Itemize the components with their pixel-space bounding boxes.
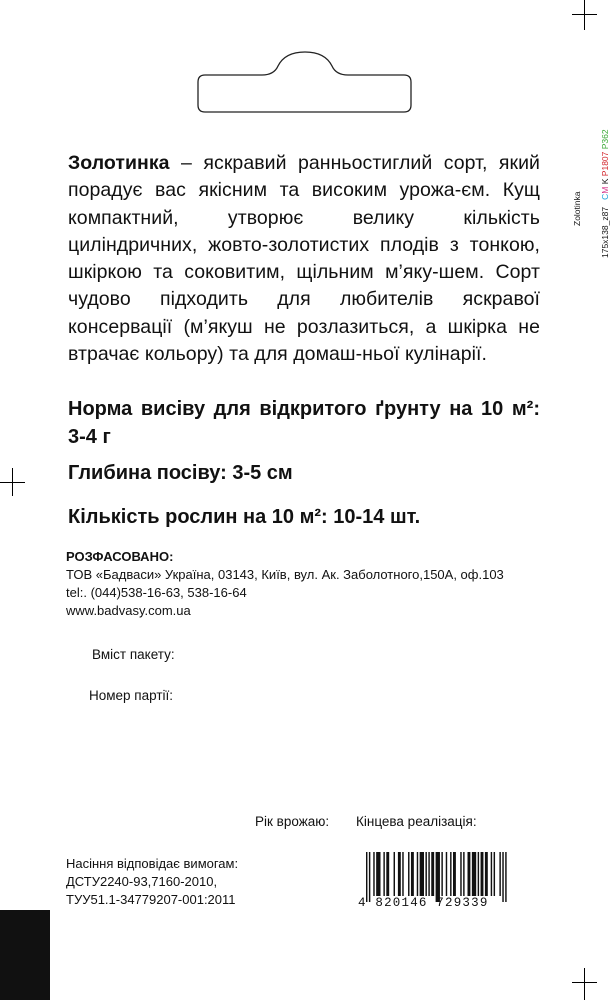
packer-website: www.badvasy.com.ua [66, 603, 191, 618]
plants-count: Кількість рослин на 10 м²: 10-14 шт. [68, 506, 421, 528]
barcode-bar [425, 852, 426, 896]
barcode-bar [383, 852, 384, 896]
barcode-bar [494, 852, 495, 896]
pantone-1-code: P1807 [600, 151, 610, 177]
certification-info [66, 855, 238, 909]
cert-spec: ТУУ51.1-34779207-001:2011 [66, 892, 236, 907]
packer-address: ТОВ «Бадваси» Україна, 03143, Київ, вул. Ак. Заболотного,150А, оф.103 [66, 567, 504, 582]
sowing-rate: Норма висіву для відкритого ґрунту на 10 м²: 3-4 г [68, 398, 540, 448]
barcode-bar [502, 852, 503, 902]
black-code: K [600, 178, 610, 185]
barcode-bar [428, 852, 429, 896]
barcode-bar [408, 852, 409, 896]
magenta-code: M [600, 186, 610, 194]
barcode-digits: 4 820146 729339 [358, 896, 489, 910]
expiry-label: Кінцева реалізація: [356, 814, 477, 829]
description-text: – яскравий ранньостиглий сорт, який порадує вас якісним та високим урожа-єм. Кущ компактний, утворює велику кількість циліндричних, жовто-золотистих плодів з тонкою, шкіркою та соковитим, щільним м’яку-шем. Сорт чудово підходить для любителів яскравої консервації (м’якуш не розлазиться, а шкірка не втрачає кольору) та для домаш-ньої кулінарії. [68, 152, 540, 366]
cyan-code: C [600, 193, 610, 200]
black-registration-block [0, 910, 50, 1000]
cert-standards: ДСТУ2240-93,7160-2010, [66, 874, 218, 889]
barcode-bar [376, 852, 380, 896]
variety-name: Золотинка [68, 152, 170, 174]
barcode-bar [478, 852, 479, 896]
side-variety-name: Zolotinka [572, 191, 582, 226]
barcode-bar [453, 852, 456, 896]
packer-heading: РОЗФАСОВАНО: [66, 549, 174, 564]
format-code: 175x138_z87 [600, 206, 610, 258]
barcode-bar [472, 852, 476, 896]
batch-label: Номер партії: [89, 688, 174, 703]
harvest-year-label: Рік врожаю: [255, 814, 330, 829]
barcode-bar [468, 852, 471, 896]
sowing-depth: Глибина посіву: 3-5 см [68, 462, 293, 484]
barcode-bar [402, 852, 403, 896]
barcode-bar [460, 852, 461, 896]
variety-description [68, 150, 540, 368]
barcode-bar [436, 852, 440, 902]
packer-info [66, 548, 504, 620]
print-color-codes [584, 40, 610, 260]
barcode-bar [394, 852, 395, 896]
barcode-bar [398, 852, 401, 896]
barcode-bar [420, 852, 424, 896]
barcode-bar [463, 852, 464, 896]
barcode-bar [417, 852, 418, 896]
barcode-bar [369, 852, 370, 902]
barcode-bar [366, 852, 367, 902]
packer-phone: tel:. (044)538-16-63, 538-16-64 [66, 585, 247, 600]
hanger-slot-outline [0, 0, 607, 140]
barcode-bar [441, 852, 442, 896]
pantone-2-code: P362 [600, 129, 610, 150]
barcode-bar [491, 852, 492, 896]
barcode-bar [411, 852, 414, 896]
barcode-bar [481, 852, 484, 896]
barcode-bar [446, 852, 447, 896]
content-label: Вміст пакету: [92, 647, 175, 662]
barcode-bar [505, 852, 506, 902]
barcode-bar [499, 852, 500, 896]
barcode-bar [386, 852, 389, 896]
barcode-bar [485, 852, 488, 896]
cert-heading: Насіння відповідає вимогам: [66, 856, 239, 871]
barcode-bar [373, 852, 374, 896]
barcode-bar [450, 852, 451, 896]
barcode-bar [431, 852, 434, 896]
